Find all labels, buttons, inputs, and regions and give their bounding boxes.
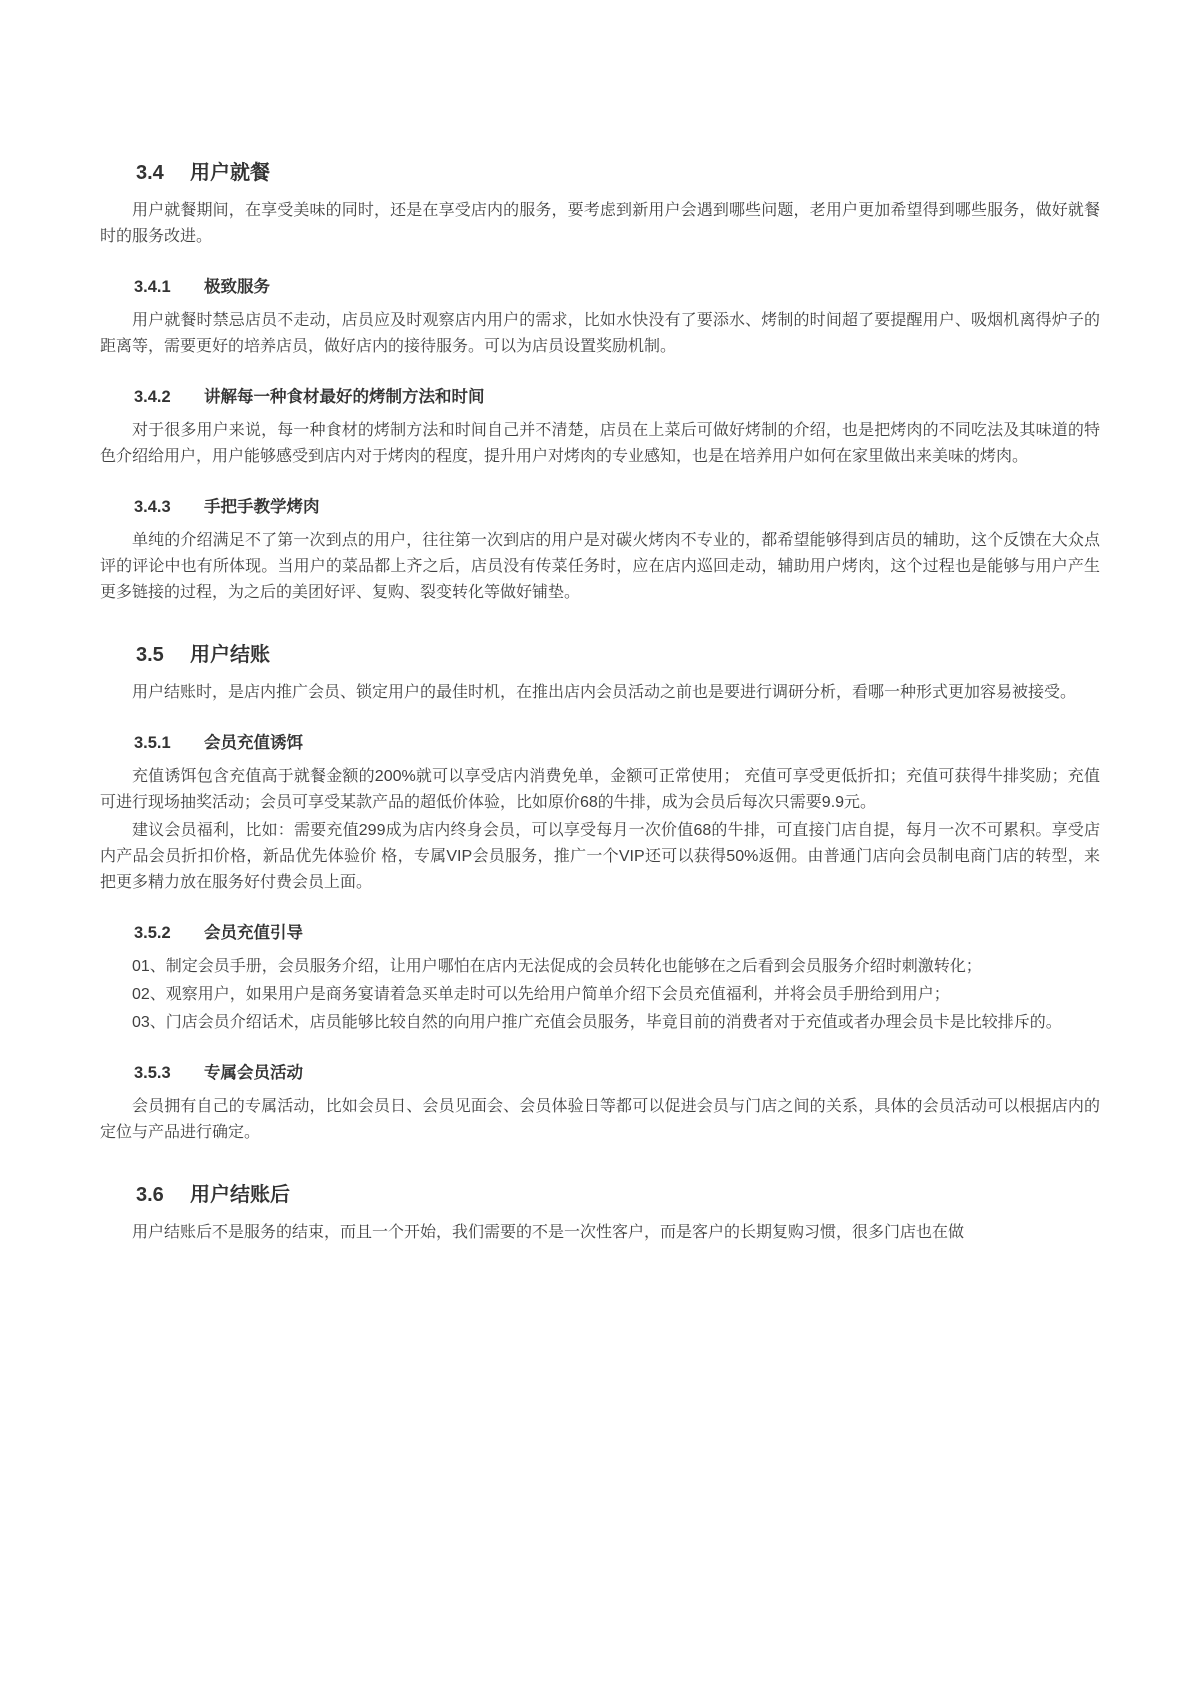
section-heading-3-4 xyxy=(100,160,1100,186)
section-heading-3-5 xyxy=(100,642,1100,668)
heading-title: 会员充值引导 xyxy=(204,924,303,942)
heading-number: 3.5.2 xyxy=(134,924,171,942)
section-heading-3-6 xyxy=(100,1182,1100,1208)
paragraph: 会员拥有自己的专属活动，比如会员日、会员见面会、会员体验日等都可以促进会员与门店之间的关系，具体的会员活动可以根据店内的定位与产品进行确定。 xyxy=(100,1098,1100,1141)
heading-number: 3.4.2 xyxy=(134,388,171,406)
paragraph: 用户结账后不是服务的结束，而且一个开始，我们需要的不是一次性客户，而是客户的长期复购习惯，很多门店也在做 xyxy=(132,1224,965,1241)
heading-title: 会员充值诱饵 xyxy=(204,734,303,752)
heading-title: 手把手教学烤肉 xyxy=(204,498,320,516)
section-heading-3-5-1 xyxy=(100,732,1100,754)
section-heading-3-4-1 xyxy=(100,276,1100,298)
section-heading-3-4-3 xyxy=(100,496,1100,518)
paragraph: 03、门店会员介绍话术，店员能够比较自然的向用户推广充值会员服务，毕竟目前的消费者对于充值或者办理会员卡是比较排斥的。 xyxy=(132,1014,1062,1031)
heading-title: 讲解每一种食材最好的烤制方法和时间 xyxy=(204,388,485,406)
section-heading-3-4-2 xyxy=(100,386,1100,408)
paragraph: 对于很多用户来说，每一种食材的烤制方法和时间自己并不清楚，店员在上菜后可做好烤制的介绍，也是把烤肉的不同吃法及其味道的特色介绍给用户，用户能够感受到店内对于烤肉的程度，提升用户对烤肉的专业感知，也是在培养用户如何在家里做出来美味的烤肉。 xyxy=(100,422,1100,465)
heading-title: 极致服务 xyxy=(204,278,270,296)
paragraph: 用户就餐时禁忌店员不走动，店员应及时观察店内用户的需求，比如水快没有了要添水、烤制的时间超了要提醒用户、吸烟机离得炉子的距离等，需要更好的培养店员，做好店内的接待服务。可以为店员设置奖励机制。 xyxy=(100,312,1100,355)
heading-number: 3.5 xyxy=(136,644,164,666)
heading-number: 3.5.3 xyxy=(134,1064,171,1082)
paragraph: 充值诱饵包含充值高于就餐金额的200%就可以享受店内消费免单，金额可正常使用； 充值可享受更低折扣；充值可获得牛排奖励；充值可进行现场抽奖活动；会员可享受某款产品的超低价体验，比如原价68的牛排，成为会员后每次只需要9.9元。 xyxy=(100,768,1100,811)
heading-number: 3.5.1 xyxy=(134,734,171,752)
heading-title: 用户结账 xyxy=(190,644,270,666)
heading-number: 3.4.1 xyxy=(134,278,171,296)
paragraph: 01、制定会员手册，会员服务介绍，让用户哪怕在店内无法促成的会员转化也能够在之后看到会员服务介绍时刺激转化； xyxy=(132,958,982,975)
heading-title: 用户结账后 xyxy=(190,1184,290,1206)
section-heading-3-5-2 xyxy=(100,922,1100,944)
section-heading-3-5-3 xyxy=(100,1062,1100,1084)
heading-number: 3.6 xyxy=(136,1184,164,1206)
heading-number: 3.4.3 xyxy=(134,498,171,516)
paragraph: 单纯的介绍满足不了第一次到点的用户，往往第一次到店的用户是对碳火烤肉不专业的，都希望能够得到店员的辅助，这个反馈在大众点评的评论中也有所体现。当用户的菜品都上齐之后，店员没有传菜任务时，应在店内巡回走动，辅助用户烤肉，这个过程也是能够与用户产生更多链接的过程，为之后的美团好评、复购、裂变转化等做好铺垫。 xyxy=(100,532,1100,601)
paragraph: 02、观察用户，如果用户是商务宴请着急买单走时可以先给用户简单介绍下会员充值福利，并将会员手册给到用户； xyxy=(132,986,950,1003)
paragraph: 用户结账时，是店内推广会员、锁定用户的最佳时机，在推出店内会员活动之前也是要进行调研分析，看哪一种形式更加容易被接受。 xyxy=(132,684,1077,701)
heading-title: 专属会员活动 xyxy=(204,1064,303,1082)
heading-number: 3.4 xyxy=(136,162,164,184)
heading-title: 用户就餐 xyxy=(190,162,270,184)
paragraph: 建议会员福利，比如：需要充值299成为店内终身会员，可以享受每月一次价值68的牛排，可直接门店自提，每月一次不可累积。享受店内产品会员折扣价格，新品优先体验价 格，专属VIP会员服务，推广一个VIP还可以获得50%返佣。由普通门店向会员制电商门店的转型，来把更多精力放在服务好付费会员上面。 xyxy=(100,822,1100,891)
paragraph: 用户就餐期间，在享受美味的同时，还是在享受店内的服务，要考虑到新用户会遇到哪些问题，老用户更加希望得到哪些服务，做好就餐时的服务改进。 xyxy=(100,202,1100,245)
